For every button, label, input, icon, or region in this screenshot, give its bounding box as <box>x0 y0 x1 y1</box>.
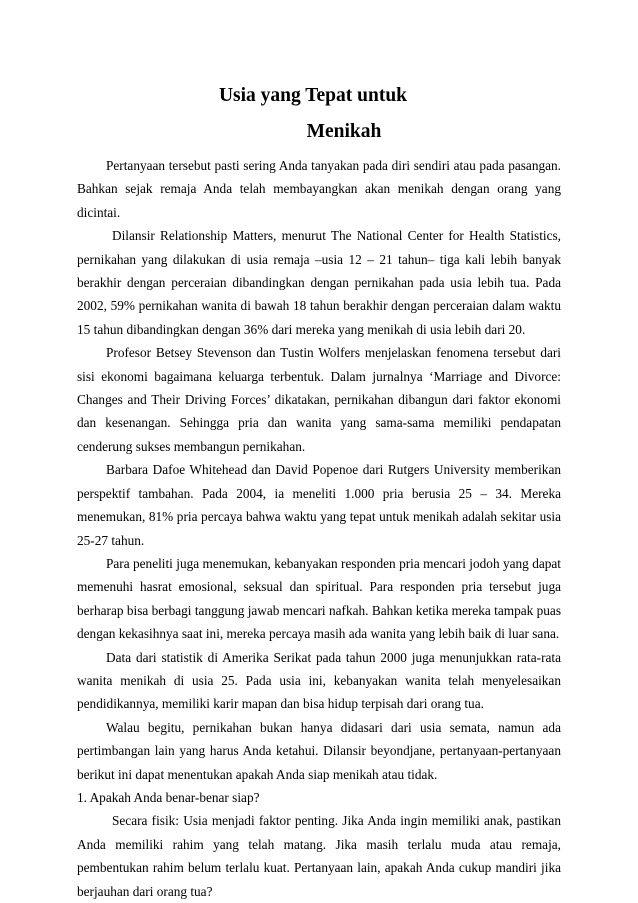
page-title <box>77 78 561 150</box>
list-heading-1: 1. Apakah Anda benar-benar siap? <box>77 789 260 805</box>
paragraph-rutgers: Barbara Dafoe Whitehead dan David Popenoe dari Rutgers University memberikan perspektif tambahan. Pada 2004, ia meneliti 1.000 pria berusia 25 – 34. Mereka menemukan, 81% pria percaya bahwa waktu yang tepat untuk menikah adalah sekitar usia 25-27 tahun. <box>77 462 561 548</box>
title-line-2: Menikah <box>306 121 382 142</box>
paragraph-physical: Secara fisik: Usia menjadi faktor penting. Jika Anda ingin memiliki anak, pastikan Anda memiliki rahim yang telah matang. Jika masih terlalu muda atau remaja, pembentukan rahim belum terlalu kuat. Pertanyaan lain, apakah Anda cukup mandiri jika berjauhan dari orang tua? <box>77 813 561 899</box>
document-page <box>77 78 561 903</box>
title-line-1: Usia yang Tepat untuk <box>218 85 408 106</box>
paragraph-economics: Profesor Betsey Stevenson dan Tustin Wolfers menjelaskan fenomena tersebut dari sisi ekonomi bagaimana keluarga terbentuk. Dalam jurnalnya ‘Marriage and Divorce: Changes and Their Driving Forces’ dikatakan, pernikahan dibangun dari faktor ekonomi dan kesenangan. Sehingga pria dan wanita yang sama-sama memiliki pendapatan cenderung sukses membangun pernikahan. <box>77 345 561 454</box>
paragraph-statistics: Dilansir Relationship Matters, menurut The National Center for Health Statistics, pernikahan yang dilakukan di usia remaja –usia 12 – 21 tahun– tiga kali lebih banyak berakhir dengan perceraian dibandingkan dengan pernikahan pada usia lebih tua. Pada 2002, 59% pernikahan wanita di bawah 18 tahun berakhir dengan perceraian dalam waktu 15 tahun dibandingkan dengan 36% dari mereka yang menikah di usia lebih dari 20. <box>77 228 561 337</box>
paragraph-intro: Pertanyaan tersebut pasti sering Anda tanyakan pada diri sendiri atau pada pasangan. Bahkan sejak remaja Anda telah membayangkan akan menikah dengan orang yang dicintai. <box>77 158 561 220</box>
paragraph-considerations: Walau begitu, pernikahan bukan hanya didasari dari usia semata, namun ada pertimbangan lain yang harus Anda ketahui. Dilansir beyondjane, pertanyaan-pertanyaan berikut ini dapat menentukan apakah Anda siap menikah atau tidak. <box>77 719 561 782</box>
paragraph-researchers: Para peneliti juga menemukan, kebanyakan responden pria mencari jodoh yang dapat memenuhi hasrat emosional, seksual dan spiritual. Para responden pria tersebut juga berharap bisa berbagi tanggung jawab mencari nafkah. Bahkan ketika mereka tampak puas dengan kekasihnya saat ini, mereka percaya masih ada wanita yang lebih baik di luar sana. <box>77 555 561 642</box>
paragraph-us-data: Data dari statistik di Amerika Serikat pada tahun 2000 juga menunjukkan rata-rata wanita menikah di usia 25. Pada usia ini, kebanyakan wanita telah menyelesaikan pendidikannya, memiliki karir mapan dan bisa hidup terpisah dari orang tua. <box>77 649 561 712</box>
article-body <box>77 154 561 903</box>
title-block <box>77 78 561 150</box>
